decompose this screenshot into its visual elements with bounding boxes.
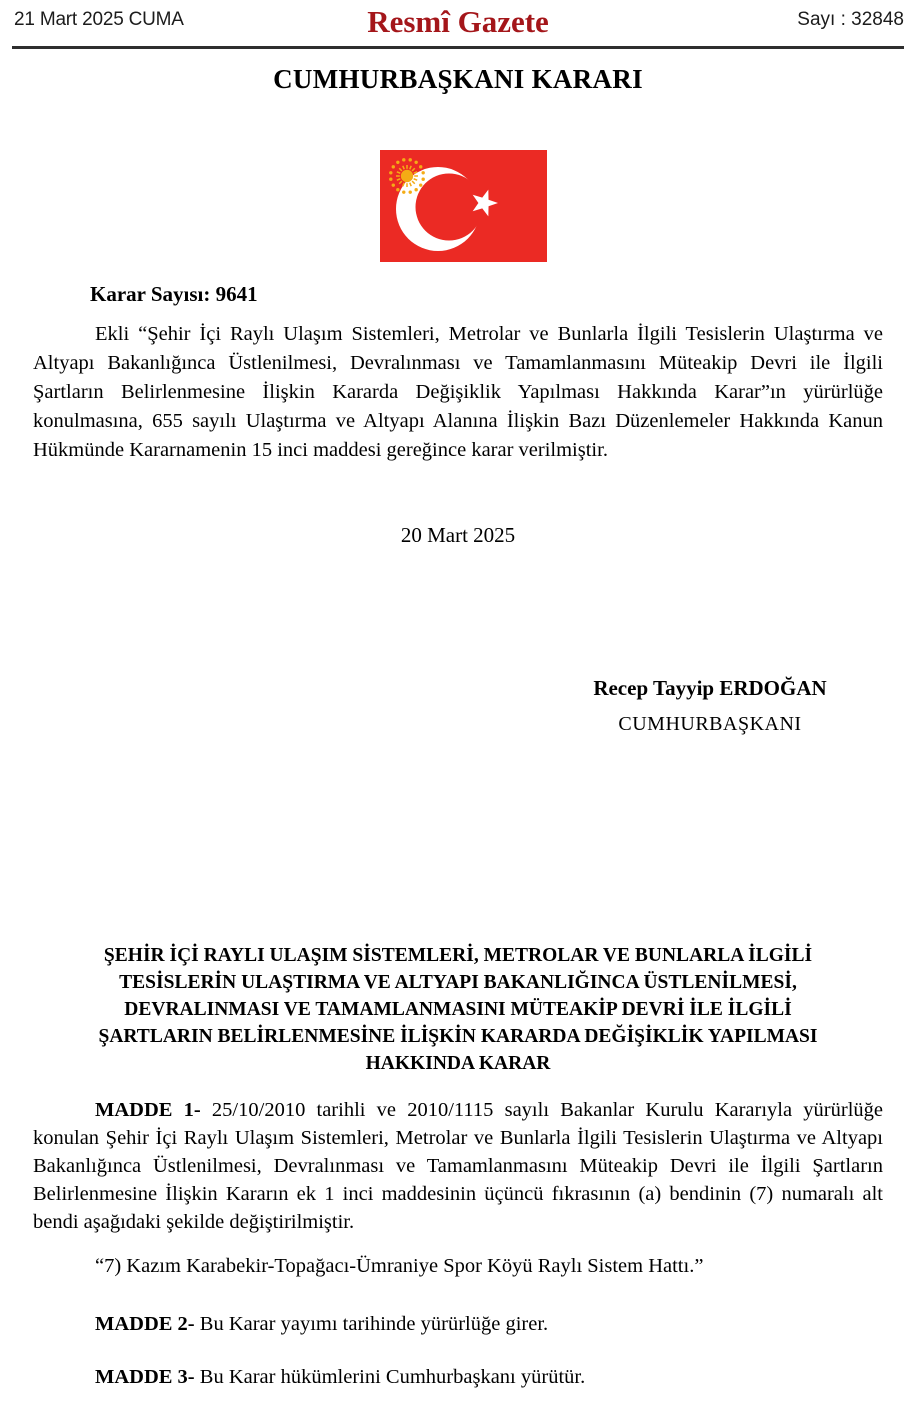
article-1 [33, 1096, 883, 1236]
article-3 [33, 1363, 883, 1391]
signature-title: CUMHURBAŞKANI [618, 713, 802, 735]
masthead-divider [12, 46, 904, 49]
presidential-flag [380, 150, 547, 262]
flag-svg [380, 150, 547, 262]
article-3-text: Bu Karar hükümlerini Cumhurbaşkanı yürütür. [194, 1366, 586, 1388]
decision-number: Karar Sayısı: 9641 [90, 282, 258, 306]
gazette-title: Resmî Gazete [367, 4, 549, 39]
annex-title-line: ŞEHİR İÇİ RAYLI ULAŞIM SİSTEMLERİ, METROLAR VE BUNLARLA İLGİLİ [103, 945, 813, 966]
annex-title-line: HAKKINDA KARAR [365, 1053, 551, 1074]
crescent-inner [416, 174, 483, 241]
decision-date: 20 Mart 2025 [400, 523, 516, 547]
decision-heading: CUMHURBAŞKANI KARARI [273, 64, 643, 94]
issue-number: Sayı : 32848 [797, 9, 904, 30]
article-2 [33, 1310, 883, 1338]
article-2-lead: MADDE 2- [95, 1313, 195, 1335]
annex-title-line: DEVRALINMASI VE TAMAMLANMASINI MÜTEAKİP DEVRİ İLE İLGİLİ [124, 999, 792, 1020]
annex-title-line: TESİSLERİN ULAŞTIRMA VE ALTYAPI BAKANLIĞINCA ÜSTLENİLMESİ, [119, 972, 797, 993]
article-1-lead: MADDE 1- [95, 1099, 201, 1121]
masthead-date: 21 Mart 2025 CUMA [14, 9, 184, 30]
article-1-text: 25/10/2010 tarihli ve 2010/1115 sayılı Bakanlar Kurulu Kararıyla yürürlüğe konulan Şehir İçi Raylı Ulaşım Sistemleri, Metrolar ve Bunlarla İlgili Tesislerin Ulaştırma ve Altyapı Bakanlığınca Üstlenilmesi, Devralınması ve Tamamlanmasını Müteakip Devri ile İlgili Şartların Belirlenmesine İlişkin Kararın ek 1 inci maddesinin üçüncü fıkrasının (a) bendinin (7) numaralı alt bendi aşağıdaki şekilde değiştirilmiştir. [33, 1099, 883, 1233]
amended-subclause: “7) Kazım Karabekir-Topağacı-Ümraniye Spor Köyü Raylı Sistem Hattı.” [95, 1255, 704, 1277]
article-3-lead: MADDE 3- [95, 1366, 195, 1388]
article-2-text: Bu Karar yayımı tarihinde yürürlüğe girer. [194, 1313, 549, 1335]
annex-title [0, 942, 916, 1077]
signature-block [500, 670, 916, 742]
decision-body-paragraph: Ekli “Şehir İçi Raylı Ulaşım Sistemleri, Metrolar ve Bunlarla İlgili Tesislerin Ulaştırma ve Altyapı Bakanlığınca Üstlenilmesi, Devralınması ve Tamamlanmasını Müteakip Devri ile İlgili Şartların Belirlenmesine İlişkin Kararda Değişiklik Yapılması Hakkında Karar”ın yürürlüğe konulmasına, 655 sayılı Ulaştırma ve Altyapı Alanına İlişkin Bazı Düzenlemeler Hakkında Kanun Hükmünde Kararnamenin 15 inci maddesi gereğince karar verilmiştir. [33, 323, 883, 461]
signature-name: Recep Tayyip ERDOĞAN [593, 676, 827, 700]
annex-title-line: ŞARTLARIN BELİRLENMESİNE İLİŞKİN KARARDA DEĞİŞİKLİK YAPILMASI [98, 1026, 818, 1047]
